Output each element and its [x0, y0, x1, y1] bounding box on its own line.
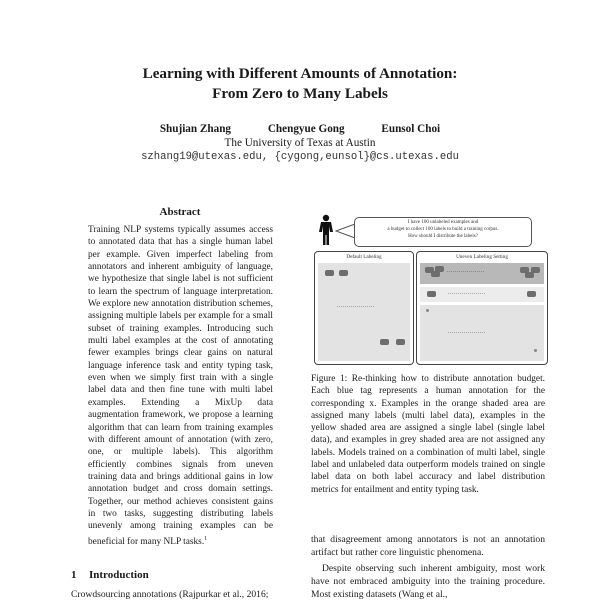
- tag-icon: [435, 266, 444, 272]
- tag-icon: [325, 270, 334, 276]
- tag-icon: [427, 291, 436, 297]
- panel-title: Uneven Labeling Setting: [456, 254, 508, 260]
- orange-shaded-area: [420, 263, 544, 284]
- tag-icon: [527, 291, 536, 297]
- figure-caption: Figure 1: Re-thinking how to distribute annotation budget. Each blue tag represents a human annotation for the corresponding x. Examples in the orange shaded area are assigned many labels (multi label data), examples in the yellow shaded area are assigned a single label (single label data), and examples in grey shaded area are not assigned any labels. Models trained on a combination of multi label, single label and unlabeled data outperform models trained on single label data on both label accuracy and label distribution metrics for entailment and entity typing task.: [311, 374, 545, 495]
- ellipsis-dots: ...................: [448, 329, 486, 335]
- ellipsis-dots: ...................: [447, 268, 485, 274]
- abstract-body: [88, 224, 273, 548]
- speech-pointer: [334, 222, 356, 240]
- default-labeling-panel: [314, 251, 414, 365]
- grey-shaded-area: [318, 263, 410, 361]
- paragraph: that disagreement among annotators is not an annotation artifact but rather core linguistic phenomena.: [311, 534, 545, 558]
- figure-1: [312, 212, 555, 362]
- tag-icon: [531, 267, 540, 273]
- ellipsis-dots: ...................: [448, 290, 486, 296]
- abstract-text: Training NLP systems typically assumes access to annotated data that has a single human label per example. Given imperfect labeling from annotators and inherent ambiguity of language, we hypothesize that single label is not sufficient to learn the spectrum of language interpretation. We explore new annotation distribution schemes, assigning multiple labels per example for a small subset of training examples. Introducing such multi label examples at the cost of annotating fewer examples brings clear gains on natural language inference task and entity typing task, even when we simply first train with a single label data and then fine tune with multi label examples. Extending a MixUp data augmentation framework, we propose a learning algorithm that can learn from training examples with different amount of annotation (with zero, one, or multiple labels). This algorithm efficiently combines signals from uneven training data and brings additional gains in low annotation budget and cross domain settings. Together, our method achieves consistent gains in two tasks, suggesting distributing labels unevenly among training examples can be beneficial for many NLP tasks.: [88, 225, 273, 547]
- section-number: 1: [71, 569, 77, 581]
- yellow-shaded-area: [420, 287, 544, 302]
- paper-title: [0, 64, 600, 104]
- affiliation: The University of Texas at Austin: [224, 137, 376, 149]
- right-column-body: [311, 533, 545, 601]
- title-line-2: From Zero to Many Labels: [212, 85, 388, 102]
- paragraph: Despite observing such inherent ambiguity, most work have not embraced ambiguity into the training procedure. Most existing datasets (Wang et al.,: [311, 563, 545, 600]
- grey-shaded-area: [420, 305, 544, 361]
- intro-first-line: Crowdsourcing annotations (Rajpurkar et al., 2016;: [71, 589, 269, 600]
- speech-bubble: [354, 217, 532, 247]
- title-line-1: Learning with Different Amounts of Annotation:: [142, 65, 458, 82]
- section-heading-introduction: [71, 569, 149, 581]
- tag-icon: [380, 339, 389, 345]
- author-name: Chengyue Gong: [267, 123, 345, 135]
- bubble-line: a budget to collect 100 labels to build a training corpus.: [387, 227, 499, 232]
- panel-title: Default Labeling: [346, 254, 382, 260]
- unlabeled-example-icon: [534, 349, 537, 352]
- abstract-heading: Abstract: [159, 206, 201, 218]
- unlabeled-example-icon: [426, 309, 429, 312]
- ellipsis-dots: ...................: [337, 303, 375, 309]
- author-name: Shujian Zhang: [159, 123, 232, 135]
- bubble-line: I have 100 unlabeled examples and: [407, 220, 479, 225]
- author-list: [0, 123, 600, 135]
- tag-icon: [396, 339, 405, 345]
- section-title: Introduction: [89, 569, 149, 581]
- author-name: Eunsol Choi: [381, 123, 441, 135]
- bubble-line: How should I distribute the labels?: [408, 234, 478, 239]
- footnote-marker[interactable]: 1: [204, 535, 208, 542]
- author-emails: szhang19@utexas.edu, {cygong,eunsol}@cs.utexas.edu: [141, 151, 459, 163]
- tag-icon: [339, 270, 348, 276]
- person-icon: [316, 214, 336, 246]
- uneven-labeling-panel: [416, 251, 548, 365]
